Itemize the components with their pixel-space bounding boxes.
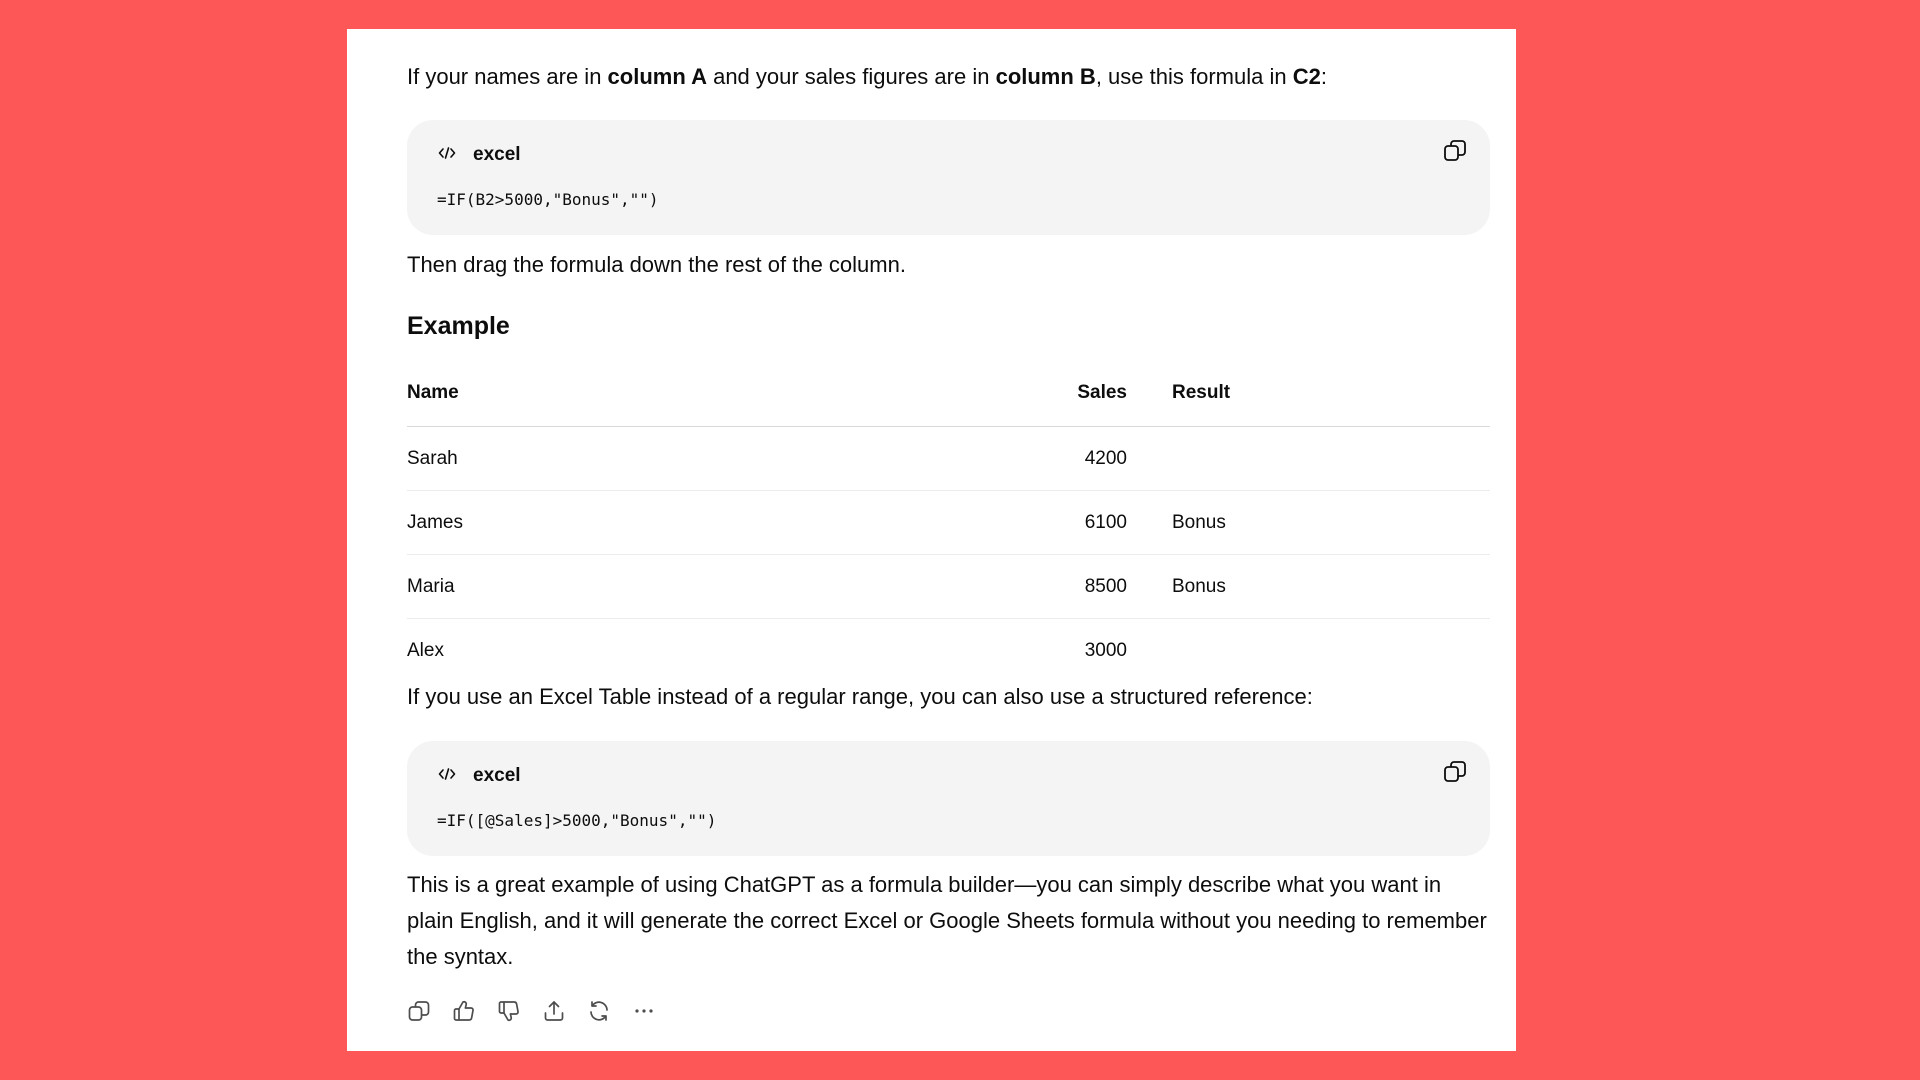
- drag-instruction: Then drag the formula down the rest of the column.: [407, 252, 906, 277]
- intro-text-2: and your sales figures are in: [706, 64, 996, 89]
- code-language-label: excel: [473, 765, 521, 786]
- thumbs-up-button[interactable]: [452, 1001, 476, 1025]
- cell-name: Maria: [407, 555, 1027, 619]
- cell-sales: 4200: [1027, 427, 1172, 491]
- more-icon: [632, 999, 656, 1028]
- cell-result: [1172, 619, 1490, 683]
- thumbs-up-icon: [452, 999, 476, 1028]
- code-content: =IF([@Sales]>5000,"Bonus",""): [437, 811, 717, 830]
- table-row: [407, 427, 1490, 491]
- intro-paragraph: [407, 59, 1490, 95]
- copy-icon: [407, 999, 431, 1028]
- example-table: [407, 359, 1490, 682]
- cell-sales: 6100: [1027, 491, 1172, 555]
- cell-name: Alex: [407, 639, 444, 661]
- cell-result: Bonus: [1172, 555, 1490, 619]
- copy-icon: [1442, 138, 1468, 169]
- table-row: [407, 491, 1490, 555]
- code-icon: [437, 764, 457, 789]
- intro-text-1: If your names are in: [407, 64, 608, 89]
- copy-code-button[interactable]: [1440, 138, 1470, 168]
- chat-message-card: [347, 29, 1516, 1051]
- cell-result: [1172, 427, 1490, 491]
- table-note-paragraph: If you use an Excel Table instead of a regular range, you can also use a structured reference:: [407, 684, 1313, 709]
- thumbs-down-button[interactable]: [497, 1001, 521, 1025]
- table-header-row: [407, 359, 1490, 427]
- copy-code-button[interactable]: [1440, 759, 1470, 789]
- cell-name: James: [407, 491, 1027, 555]
- regenerate-icon: [587, 999, 611, 1028]
- code-block-header: [437, 140, 521, 170]
- message-actions: [407, 1001, 656, 1025]
- code-icon: [437, 143, 457, 168]
- code-block-2: [407, 741, 1490, 856]
- cell-sales: 8500: [1027, 555, 1172, 619]
- regenerate-button[interactable]: [587, 1001, 611, 1025]
- header-sales: Sales: [1027, 359, 1172, 427]
- closing-paragraph: This is a great example of using ChatGPT as a formula builder—you can simply describe what you want in plain English, and it will generate the correct Excel or Google Sheets formula without you needing to remember the syntax.: [407, 872, 1487, 969]
- table-row: [407, 619, 1490, 683]
- code-block-header: [437, 761, 521, 791]
- thumbs-down-icon: [497, 999, 521, 1028]
- intro-text-4: :: [1320, 64, 1327, 89]
- cell-sales: 3000: [1084, 639, 1127, 661]
- table-row: [407, 555, 1490, 619]
- intro-bold-column-a: column A: [607, 64, 707, 89]
- cell-result: Bonus: [1172, 491, 1490, 555]
- intro-bold-column-b: column B: [995, 64, 1096, 89]
- share-icon: [542, 999, 566, 1028]
- header-name: Name: [407, 359, 1027, 427]
- code-block-1: [407, 120, 1490, 235]
- share-button[interactable]: [542, 1001, 566, 1025]
- more-options-button[interactable]: [632, 1001, 656, 1025]
- example-heading: Example: [407, 312, 510, 340]
- copy-message-button[interactable]: [407, 1001, 431, 1025]
- copy-icon: [1442, 759, 1468, 790]
- cell-name: Sarah: [407, 427, 1027, 491]
- intro-bold-c2: C2: [1292, 64, 1321, 89]
- code-language-label: excel: [473, 144, 521, 165]
- header-result: Result: [1172, 359, 1490, 427]
- code-content: =IF(B2>5000,"Bonus",""): [437, 190, 659, 209]
- intro-text-3: , use this formula in: [1095, 64, 1293, 89]
